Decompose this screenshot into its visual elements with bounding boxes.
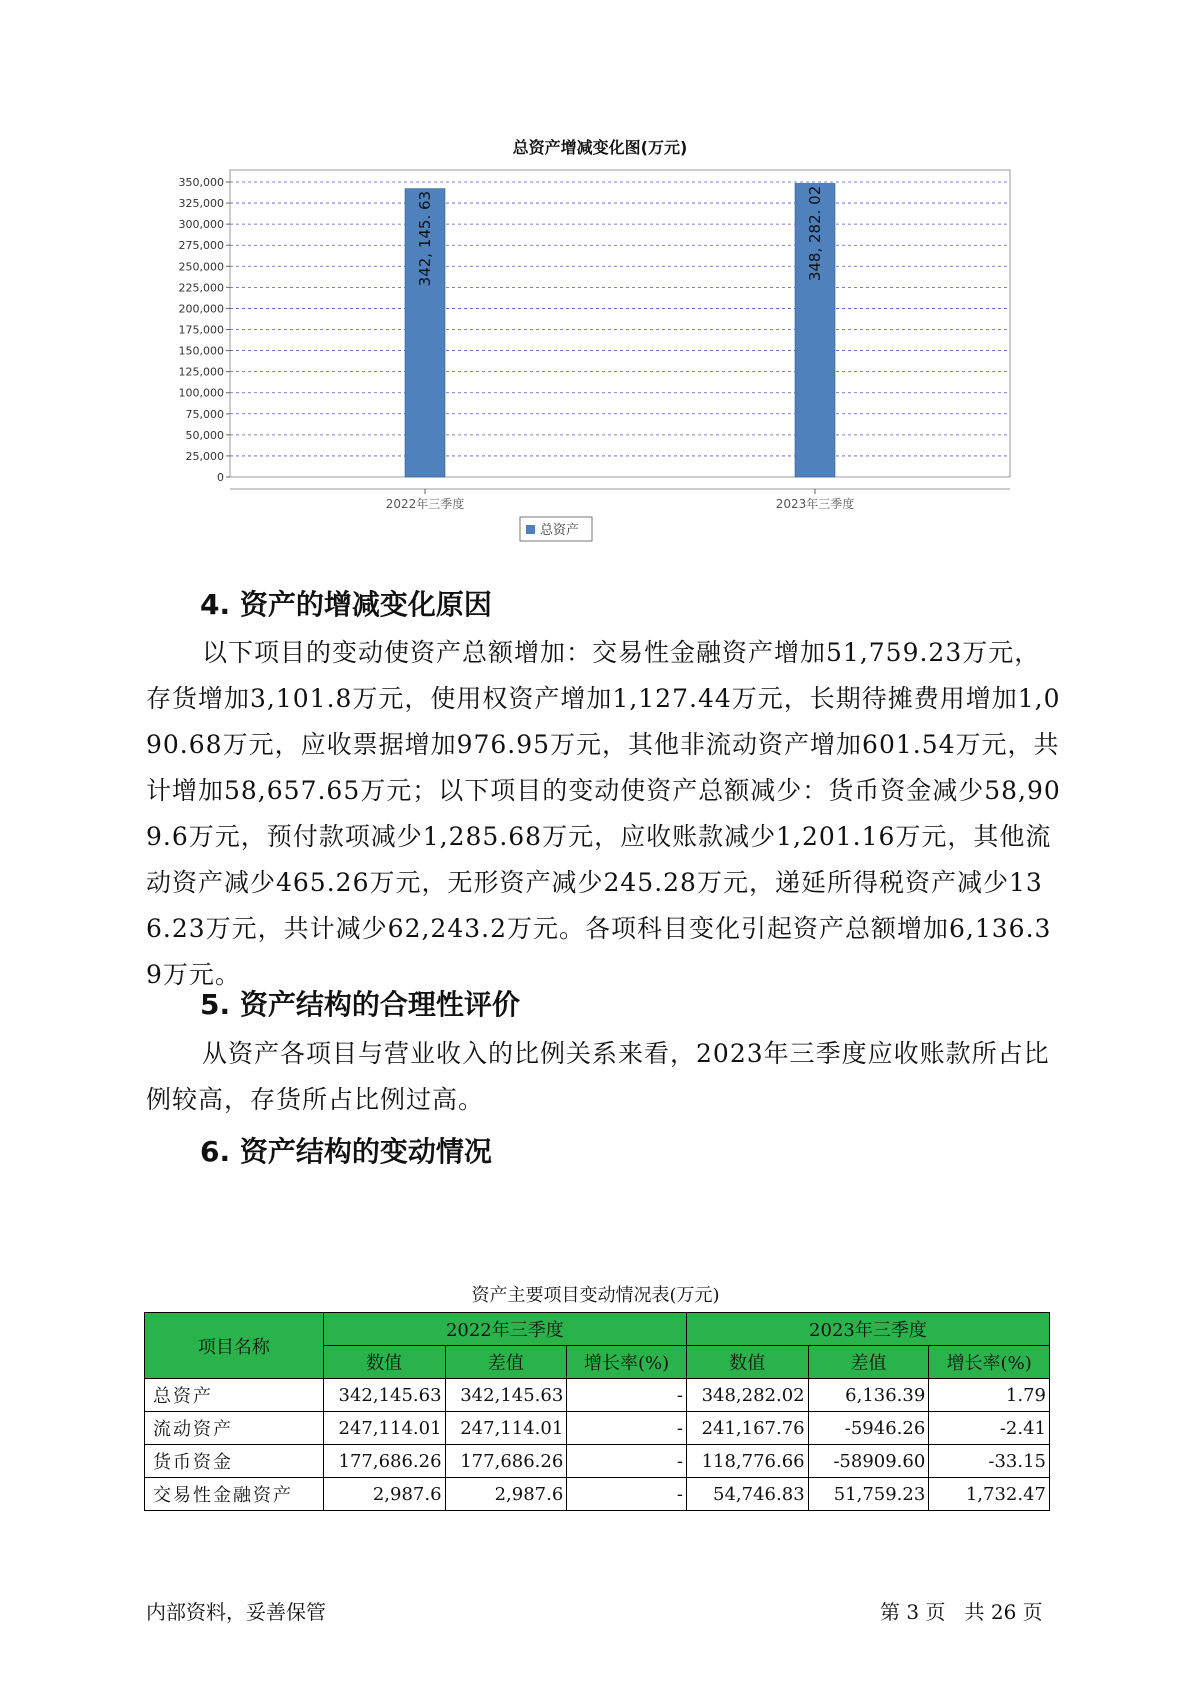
cell-diff: 51,759.23	[808, 1478, 929, 1511]
cell-growth: -	[567, 1379, 687, 1412]
bar-data-label: 348, 282. 02	[806, 185, 824, 282]
y-tick-label: 225,000	[178, 281, 224, 295]
y-tick-label: 350,000	[178, 176, 224, 189]
cell-value: 342,145.63	[323, 1379, 445, 1412]
legend-swatch	[526, 525, 535, 534]
footer-confidential-note: 内部资料，妥善保管	[146, 1600, 326, 1624]
x-tick-label: 2023年三季度	[775, 497, 855, 511]
y-tick-label: 275,000	[178, 239, 224, 253]
subheader-value: 数值	[686, 1346, 808, 1379]
cell-diff: 342,145.63	[445, 1379, 567, 1412]
y-tick-label: 250,000	[178, 260, 224, 274]
y-tick-label: 200,000	[178, 302, 224, 316]
section-6-title: 6. 资产结构的变动情况	[200, 1135, 492, 1168]
table-row	[145, 1379, 1050, 1412]
cell-diff: 6,136.39	[808, 1379, 929, 1412]
cell-growth: 1.79	[929, 1379, 1050, 1412]
cell-value: 241,167.76	[686, 1412, 808, 1445]
cell-growth: -2.41	[929, 1412, 1050, 1445]
cell-value: 54,746.83	[686, 1478, 808, 1511]
subheader-diff: 差值	[808, 1346, 929, 1379]
cell-diff: -5946.26	[808, 1412, 929, 1445]
table-caption: 资产主要项目变动情况表(万元)	[471, 1285, 720, 1306]
cell-value: 118,776.66	[686, 1445, 808, 1478]
section-4-paragraph: 以下项目的变动使资产总额增加：交易性金融资产增加51,759.23万元，存货增加3,101.8万元，使用权资产增加1,127.44万元，长期待摊费用增加1,090.68万元，应收票据增加976.95万元，其他非流动资产增加601.54万元，共计增加58,657.65万元；以下项目的变动使资产总额减少：货币资金减少58,909.6万元，预付款项减少1,285.68万元，应收账款减少1,201.16万元，其他流动资产减少465.26万元，无形资产减少245.28万元，递延所得税资产减少136.23万元，共计减少62,243.2万元。各项科目变化引起资产总额增加6,136.39万元。	[146, 638, 1061, 989]
y-tick-label: 25,000	[185, 449, 224, 463]
subheader-value: 数值	[323, 1346, 445, 1379]
cell-diff: 177,686.26	[445, 1445, 567, 1478]
y-tick-label: 300,000	[178, 218, 224, 232]
cell-growth: 1,732.47	[929, 1478, 1050, 1511]
y-tick-label: 125,000	[178, 365, 224, 379]
asset-change-table	[144, 1312, 1050, 1511]
subheader-diff: 差值	[445, 1346, 567, 1379]
plot-area	[230, 170, 1010, 477]
legend-label: 总资产	[540, 523, 580, 538]
chart-title: 总资产增减变化图(万元)	[512, 138, 688, 157]
cell-value: 2,987.6	[323, 1478, 445, 1511]
cell-value: 247,114.01	[323, 1412, 445, 1445]
footer-page-number: 第 3 页 共 26 页	[880, 1600, 1043, 1624]
cell-value: 348,282.02	[686, 1379, 808, 1412]
section-5-paragraph: 从资产各项目与营业收入的比例关系来看，2023年三季度应收账款所占比例较高，存货所占比例过高。	[146, 1039, 1050, 1114]
y-tick-label: 150,000	[178, 344, 224, 358]
subheader-growth: 增长率(%)	[929, 1346, 1050, 1379]
y-tick-label: 175,000	[178, 323, 224, 337]
cell-diff: 247,114.01	[445, 1412, 567, 1445]
cell-growth: -	[567, 1445, 687, 1478]
cell-diff: -58909.60	[808, 1445, 929, 1478]
cell-growth: -	[567, 1478, 687, 1511]
table-row	[145, 1478, 1050, 1511]
cell-value: 177,686.26	[323, 1445, 445, 1478]
x-tick-label: 2022年三季度	[385, 497, 465, 511]
y-tick-label: 0	[217, 471, 224, 484]
y-tick-label: 75,000	[185, 407, 224, 421]
row-label: 货币资金	[145, 1445, 324, 1478]
section-5-title: 5. 资产结构的合理性评价	[200, 988, 520, 1021]
cell-growth: -	[567, 1412, 687, 1445]
row-label: 流动资产	[145, 1412, 324, 1445]
subheader-growth: 增长率(%)	[567, 1346, 687, 1379]
row-label: 总资产	[145, 1379, 324, 1412]
table-row	[145, 1412, 1050, 1445]
y-tick-label: 325,000	[178, 197, 224, 211]
bar-data-label: 342, 145. 63	[416, 190, 434, 287]
y-tick-label: 100,000	[178, 386, 224, 400]
header-item-name: 项目名称	[145, 1313, 324, 1379]
cell-diff: 2,987.6	[445, 1478, 567, 1511]
cell-growth: -33.15	[929, 1445, 1050, 1478]
header-period-2023: 2023年三季度	[686, 1313, 1049, 1346]
row-label: 交易性金融资产	[145, 1478, 324, 1511]
header-period-2022: 2022年三季度	[323, 1313, 686, 1346]
y-tick-label: 50,000	[185, 428, 224, 442]
total-assets-chart	[150, 130, 1050, 600]
table-row	[145, 1445, 1050, 1478]
section-4-title: 4. 资产的增减变化原因	[200, 588, 492, 621]
